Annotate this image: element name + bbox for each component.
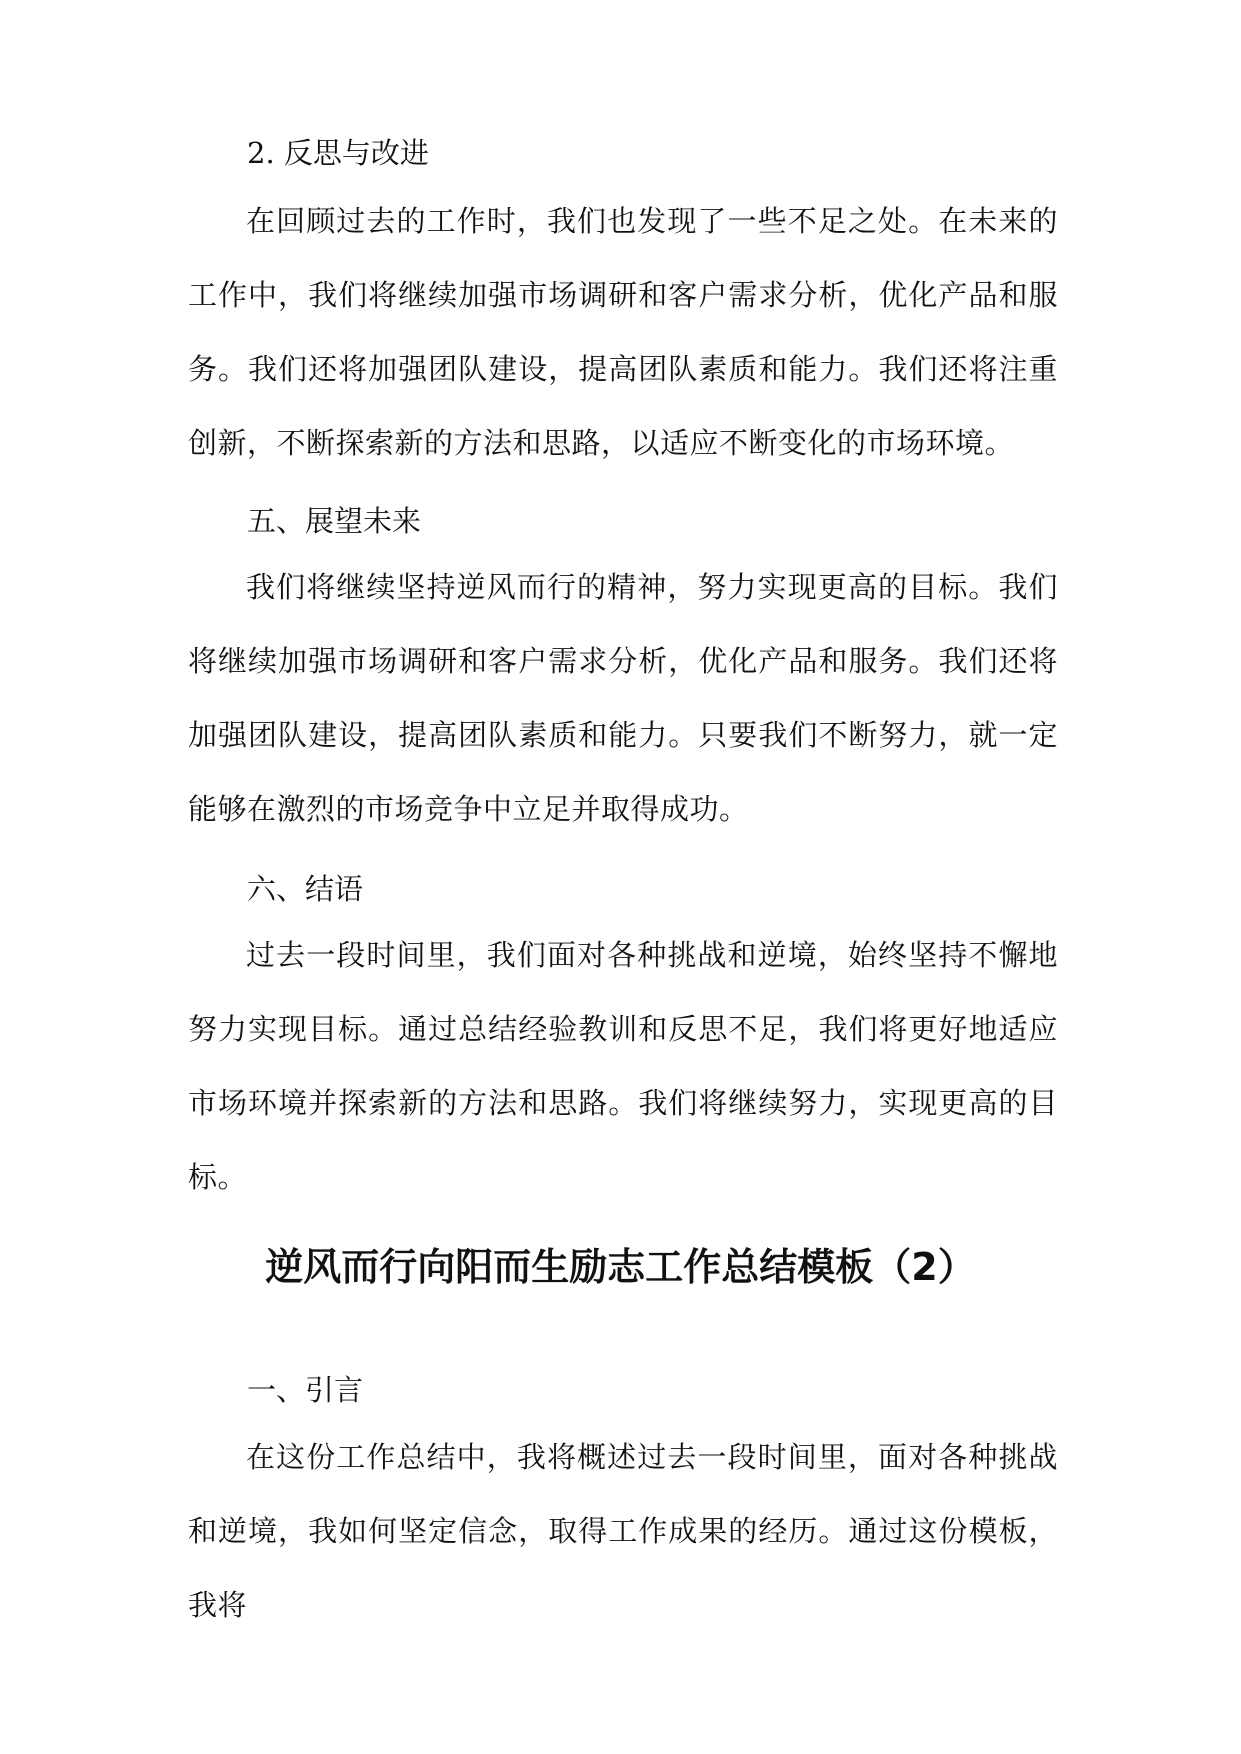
document-title: 逆风而行向阳而生励志工作总结模板（2）	[265, 1245, 976, 1289]
section-heading-reflection: 2. 反思与改进	[247, 136, 429, 170]
section-heading-outlook: 五、展望未来	[247, 504, 422, 538]
section-heading-conclusion: 六、结语	[247, 872, 364, 906]
section-heading-introduction: 一、引言	[247, 1373, 364, 1407]
paragraph-introduction: 在这份工作总结中，我将概述过去一段时间里，面对各种挑战和逆境，我如何坚定信念，取得工作成果的经历。通过这份模板，我将	[188, 1440, 1058, 1622]
paragraph-outlook: 我们将继续坚持逆风而行的精神，努力实现更高的目标。我们将继续加强市场调研和客户需求分析，优化产品和服务。我们还将加强团队建设，提高团队素质和能力。只要我们不断努力，就一定能够在激烈的市场竞争中立足并取得成功。	[188, 570, 1058, 826]
paragraph-reflection: 在回顾过去的工作时，我们也发现了一些不足之处。在未来的工作中，我们将继续加强市场调研和客户需求分析，优化产品和服务。我们还将加强团队建设，提高团队素质和能力。我们还将注重创新，不断探索新的方法和思路，以适应不断变化的市场环境。	[188, 204, 1058, 460]
paragraph-conclusion: 过去一段时间里，我们面对各种挑战和逆境，始终坚持不懈地努力实现目标。通过总结经验教训和反思不足，我们将更好地适应市场环境并探索新的方法和思路。我们将继续努力，实现更高的目标。	[188, 938, 1058, 1194]
